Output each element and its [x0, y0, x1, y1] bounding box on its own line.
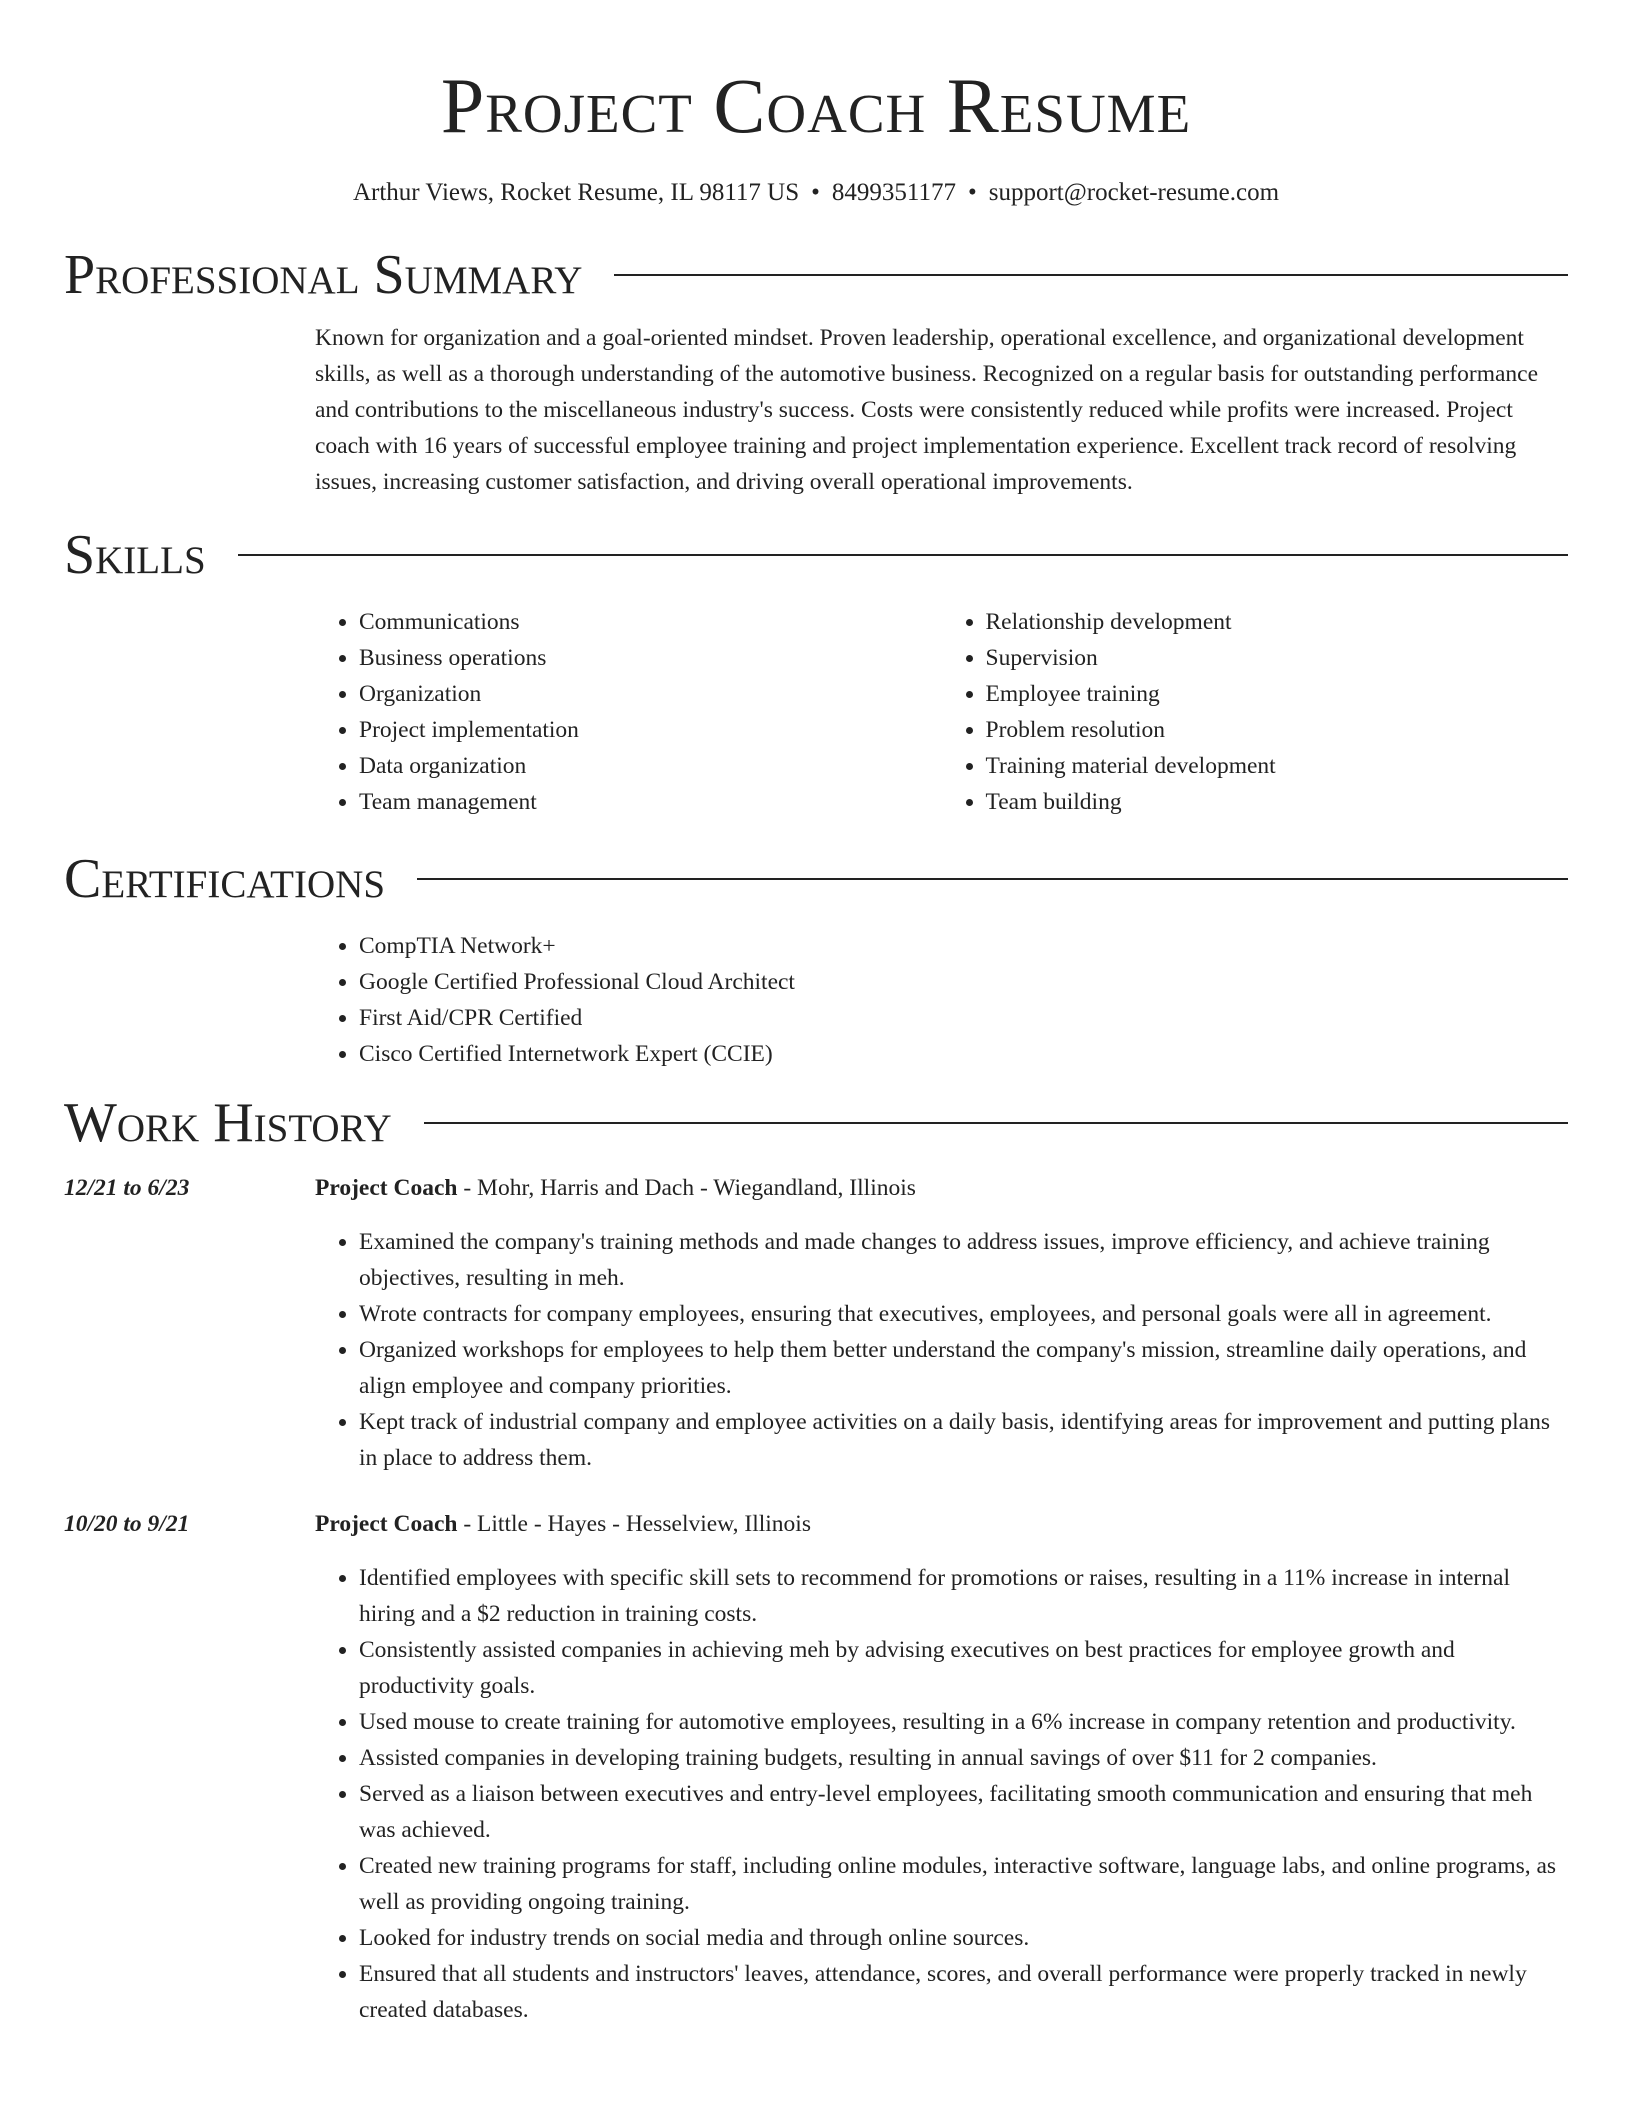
- resume-page: [64, 0, 1568, 2028]
- job-entry: [64, 1170, 1568, 1476]
- job-bullet: • Kept track of industrial company and employee activities on a daily basis, identifying areas for improvement and putting plans in place to address them.: [359, 1404, 1568, 1476]
- contact-line: [64, 176, 1568, 210]
- job-bullet: • Wrote contracts for company employees, ensuring that executives, employees, and personal goals were all in agreement.: [359, 1296, 1568, 1332]
- job-bullet: • Used mouse to create training for automotive employees, resulting in a 6% increase in company retention and productivity.: [359, 1704, 1568, 1740]
- section-divider: [424, 1122, 1568, 1124]
- job-title: Project Coach: [315, 1511, 458, 1537]
- section-divider: [614, 274, 1568, 276]
- skills-column-left: [315, 604, 942, 820]
- job-bullet: • Looked for industry trends on social media and through online sources.: [359, 1920, 1568, 1956]
- job-heading: [315, 1170, 1568, 1206]
- certification-item: • Cisco Certified Internetwork Expert (CCIE): [359, 1036, 1568, 1072]
- job-bullet: • Examined the company's training methods and made changes to address issues, improve efficiency, and achieve training objectives, resulting in meh.: [359, 1224, 1568, 1296]
- job-content: [315, 1506, 1568, 2028]
- skill-item: • Project implementation: [359, 712, 942, 748]
- email: support@rocket-resume.com: [988, 179, 1280, 206]
- skill-item: • Team management: [359, 784, 942, 820]
- job-bullet: • Identified employees with specific skill sets to recommend for promotions or raises, resulting in a 11% increase in internal hiring and a $2 reduction in training costs.: [359, 1560, 1568, 1632]
- skills-column-right: [942, 604, 1569, 820]
- job-employer-location: - Mohr, Harris and Dach - Wiegandland, Illinois: [457, 1175, 916, 1201]
- skills-heading: Skills: [64, 524, 206, 586]
- separator-dot: •: [967, 179, 977, 206]
- job-bullet: • Assisted companies in developing training budgets, resulting in annual savings of over $11 for 2 companies.: [359, 1740, 1568, 1776]
- job-dates: 10/20 to 9/21: [64, 1511, 190, 1537]
- certification-item: • CompTIA Network+: [359, 928, 1568, 964]
- job-content: [315, 1170, 1568, 1476]
- summary-section-header: [64, 240, 1568, 310]
- job-employer-location: - Little - Hayes - Hesselview, Illinois: [457, 1511, 811, 1537]
- skills-list: [315, 604, 1568, 820]
- skill-item: • Communications: [359, 604, 942, 640]
- skill-item: • Business operations: [359, 640, 942, 676]
- certifications-section-header: [64, 844, 1568, 914]
- skill-item: • Team building: [986, 784, 1569, 820]
- section-divider: [417, 878, 1568, 880]
- certification-item: • Google Certified Professional Cloud Architect: [359, 964, 1568, 1000]
- certifications-list: [315, 928, 1568, 1072]
- job-title: Project Coach: [315, 1175, 458, 1201]
- certification-item: • First Aid/CPR Certified: [359, 1000, 1568, 1036]
- job-bullet: • Served as a liaison between executives and entry-level employees, facilitating smooth communication and ensuring that meh was achieved.: [359, 1776, 1568, 1848]
- work-history-section-header: [64, 1088, 1568, 1158]
- address: Arthur Views, Rocket Resume, IL 98117 US: [352, 179, 800, 206]
- skill-item: • Relationship development: [986, 604, 1569, 640]
- job-bullet: • Organized workshops for employees to help them better understand the company's mission, streamline daily operations, and align employee and company priorities.: [359, 1332, 1568, 1404]
- phone: 8499351177: [831, 179, 956, 206]
- summary-text: Known for organization and a goal-oriented mindset. Proven leadership, operational excellence, and organizational development skills, as well as a thorough understanding of the automotive business. Recognized on a regular basis for outstanding performance and contributions to the miscellaneous industry's success. Costs were consistently reduced while profits were increased. Project coach with 16 years of successful employee training and project implementation experience. Excellent track record of resolving issues, increasing customer satisfaction, and driving overall operational improvements.: [315, 325, 1539, 495]
- job-heading: [315, 1506, 1568, 1542]
- skills-section-header: [64, 520, 1568, 590]
- work-history-heading: Work History: [64, 1092, 392, 1154]
- job-entry: [64, 1506, 1568, 2028]
- skill-item: • Problem resolution: [986, 712, 1569, 748]
- skill-item: • Supervision: [986, 640, 1569, 676]
- certifications-heading: Certifications: [64, 848, 386, 910]
- resume-title: Project Coach Resume: [440, 62, 1192, 149]
- skill-item: • Organization: [359, 676, 942, 712]
- section-divider: [238, 554, 1568, 556]
- job-bullet: • Ensured that all students and instructors' leaves, attendance, scores, and overall performance were properly tracked in newly created databases.: [359, 1956, 1568, 2028]
- skill-item: • Data organization: [359, 748, 942, 784]
- summary-heading: Professional Summary: [64, 244, 583, 306]
- job-bullet: • Consistently assisted companies in achieving meh by advising executives on best practices for employee growth and productivity goals.: [359, 1632, 1568, 1704]
- job-bullets: [315, 1560, 1568, 2028]
- skill-item: • Training material development: [986, 748, 1569, 784]
- job-bullets: [315, 1224, 1568, 1476]
- separator-dot: •: [811, 179, 820, 206]
- skill-item: • Employee training: [986, 676, 1569, 712]
- job-bullet: • Created new training programs for staff, including online modules, interactive software, language labs, and online programs, as well as providing ongoing training.: [359, 1848, 1568, 1920]
- job-dates: 12/21 to 6/23: [64, 1175, 190, 1201]
